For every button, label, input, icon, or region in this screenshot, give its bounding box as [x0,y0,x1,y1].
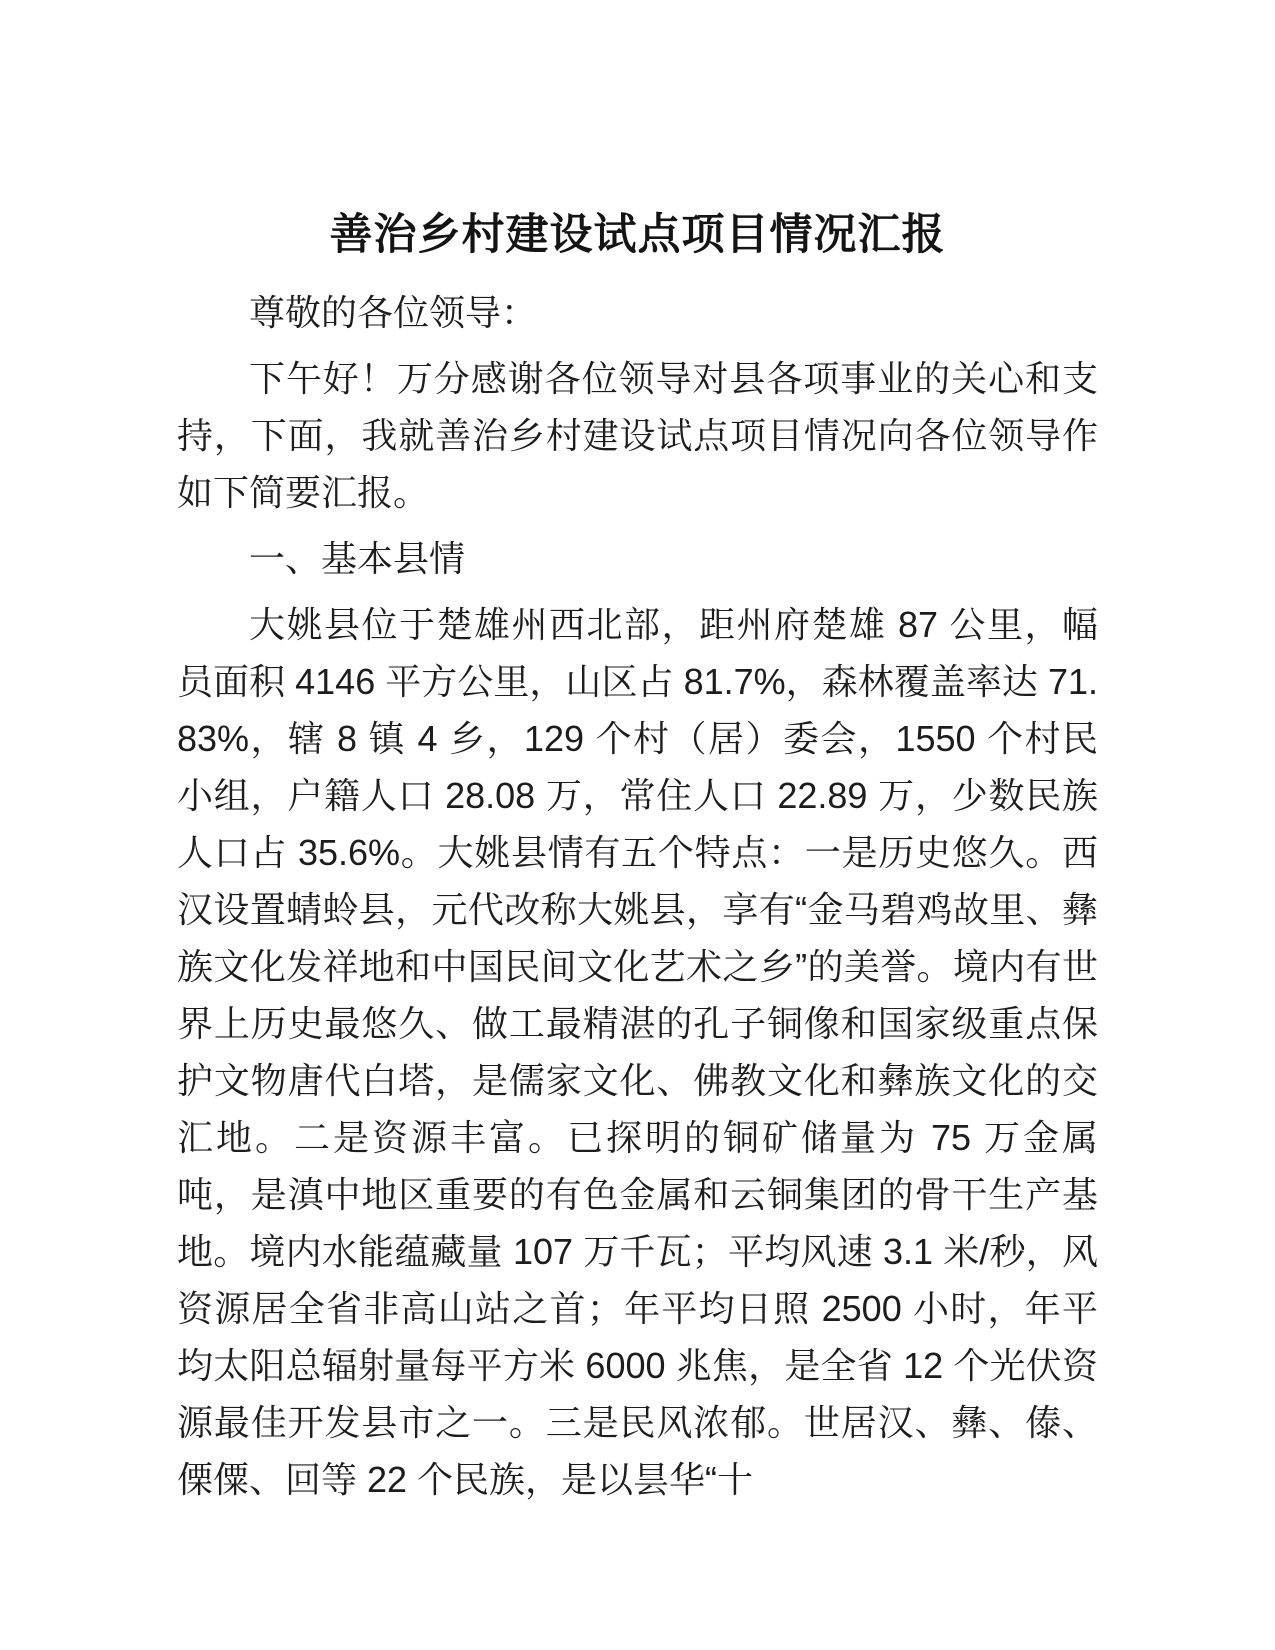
section-1-heading: 一、基本县情 [249,538,466,579]
section-1-body-paragraph: 大姚县位于楚雄州西北部，距州府楚雄 87 公里，幅员面积 4146 平方公里，山区占 81.7%，森林覆盖率达 71.83%，辖 8 镇 4 乡，129 个村（居）委会，1550 个村民小组，户籍人口 28.08 万，常住人口 22.89 万，少数民族人口占 35.6%。大姚县情有五个特点：一是历史悠久。西汉设置蜻蛉县，元代改称大姚县，享有“金马碧鸡故里、彝族文化发祥地和中国民间文化艺术之乡”的美誉。境内有世界上历史最悠久、做工最精湛的孔子铜像和国家级重点保护文物唐代白塔，是儒家文化、佛教文化和彝族文化的交汇地。二是资源丰富。已探明的铜矿储量为 75 万金属吨，是滇中地区重要的有色金属和云铜集团的骨干生产基地。境内水能蕴藏量 107 万千瓦；平均风速 3.1 米/秒，风资源居全省非高山站之首；年平均日照 2500 小时，年平均太阳总辐射量每平方米 6000 兆焦，是全省 12 个光伏资源最佳开发县市之一。三是民风浓郁。世居汉、彝、傣、傈僳、回等 22 个民族，是以昙华“十 [177,604,1098,1500]
salutation-paragraph: 尊敬的各位领导： [249,292,538,333]
intro-paragraph: 下午好！万分感谢各位领导对县各项事业的关心和支持，下面，我就善治乡村建设试点项目情况向各位领导作如下简要汇报。 [177,358,1098,513]
document-title: 善治乡村建设试点项目情况汇报 [329,211,946,259]
